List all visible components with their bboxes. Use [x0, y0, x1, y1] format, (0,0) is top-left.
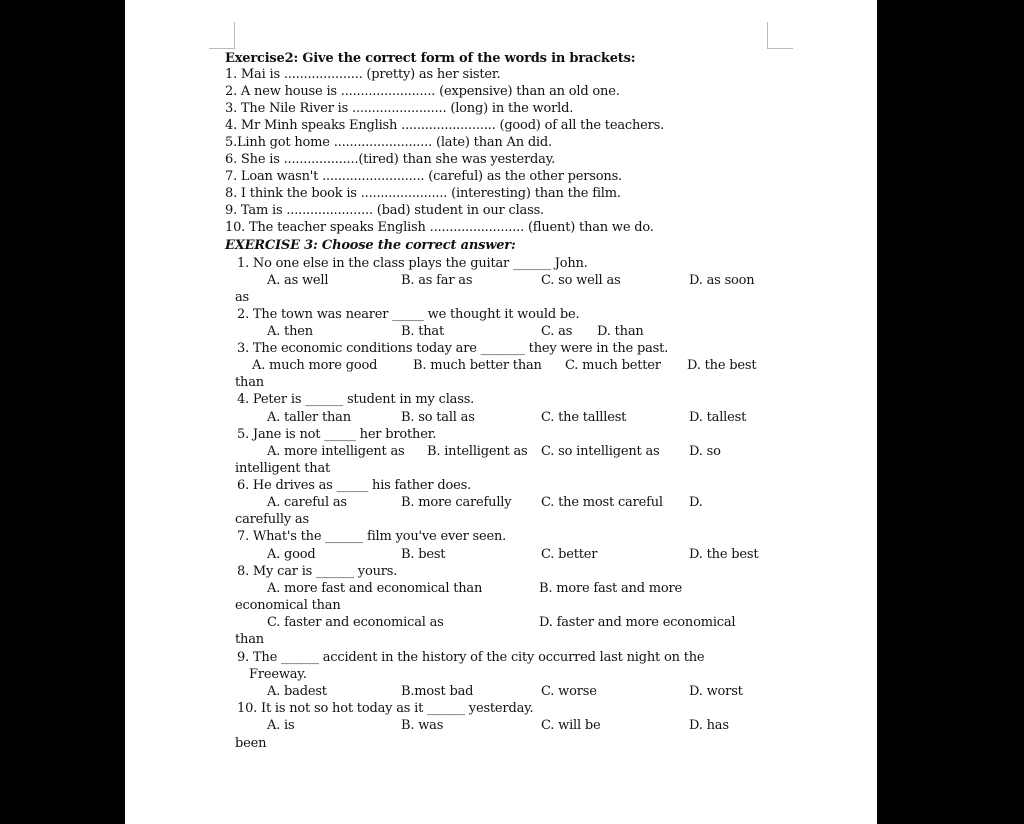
question-2: 2. The town was nearer _____ we thought it would be. — [237, 307, 580, 322]
option-a: A. much more good — [252, 358, 378, 373]
option-a: A. more fast and economical than — [267, 581, 483, 596]
exercise2-item: 5.Linh got home ......................... (late) than An did. — [225, 135, 552, 150]
option-b: B.most bad — [401, 684, 474, 699]
exercise2-item: 3. The Nile River is ........................ (long) in the world. — [225, 101, 574, 116]
question-7: 7. What's the ______ film you've ever seen. — [237, 529, 507, 544]
option-a: A. is — [267, 718, 295, 733]
option-d-wrap: been — [235, 736, 267, 751]
exercise2-item: 7. Loan wasn't .......................... (careful) as the other persons. — [225, 169, 622, 184]
crop-mark-top-right — [767, 48, 793, 49]
option-c: C. worse — [541, 684, 597, 699]
option-d: D. faster and more economical — [539, 615, 736, 630]
option-b: B. more carefully — [401, 495, 512, 510]
exercise3-title: EXERCISE 3: Choose the correct answer: — [225, 238, 516, 253]
option-d: D. has — [689, 718, 729, 733]
option-b: B. best — [401, 547, 446, 562]
option-c: C. better — [541, 547, 598, 562]
option-a: A. badest — [267, 684, 327, 699]
option-c: C. faster and economical as — [267, 615, 444, 630]
crop-mark-top-left-vertical — [234, 22, 235, 49]
option-a: A. then — [267, 324, 313, 339]
option-d: D. the best — [689, 547, 759, 562]
option-c: C. as — [541, 324, 573, 339]
option-d-wrap: than — [235, 375, 264, 390]
option-b: B. that — [401, 324, 444, 339]
option-b: B. more fast and more — [539, 581, 683, 596]
option-a: A. as well — [267, 273, 329, 288]
question-6: 6. He drives as _____ his father does. — [237, 478, 471, 493]
exercise2-item: 8. I think the book is ...................... (interesting) than the film. — [225, 186, 621, 201]
option-b: B. was — [401, 718, 444, 733]
question-1: 1. No one else in the class plays the guitar ______ John. — [237, 256, 588, 271]
question-4: 4. Peter is ______ student in my class. — [237, 392, 475, 407]
question-9-continued: Freeway. — [249, 667, 307, 682]
option-d-wrap: intelligent that — [235, 461, 331, 476]
option-a: A. careful as — [267, 495, 347, 510]
option-d: D. worst — [689, 684, 743, 699]
option-c: C. so intelligent as — [541, 444, 660, 459]
option-b: B. so tall as — [401, 410, 475, 425]
option-d: D. the best — [687, 358, 757, 373]
exercise2-item: 6. She is ...................(tired) than she was yesterday. — [225, 152, 556, 167]
option-d: D. as soon — [689, 273, 755, 288]
exercise2-item: 2. A new house is ........................ (expensive) than an old one. — [225, 84, 620, 99]
question-9: 9. The ______ accident in the history of the city occurred last night on the — [237, 650, 705, 665]
option-d-wrap: as — [235, 290, 250, 305]
option-c: C. so well as — [541, 273, 621, 288]
question-3: 3. The economic conditions today are _______ they were in the past. — [237, 341, 669, 356]
question-8: 8. My car is ______ yours. — [237, 564, 398, 579]
option-d: D. tallest — [689, 410, 747, 425]
exercise2-title: Exercise2: Give the correct form of the words in brackets: — [225, 51, 636, 66]
option-a: A. more intelligent as — [267, 444, 405, 459]
option-c: C. the most careful — [541, 495, 663, 510]
option-d-wrap: carefully as — [235, 512, 309, 527]
option-b: B. as far as — [401, 273, 473, 288]
exercise2-item: 10. The teacher speaks English ........................ (fluent) than we do. — [225, 220, 654, 235]
option-d: D. so — [689, 444, 721, 459]
option-b: B. much better than — [413, 358, 542, 373]
option-d: D. than — [597, 324, 644, 339]
crop-mark-top-left — [209, 48, 235, 49]
option-b-wrap: economical than — [235, 598, 341, 613]
option-b: B. intelligent as — [427, 444, 528, 459]
exercise2-item: 1. Mai is .................... (pretty) as her sister. — [225, 67, 501, 82]
exercise2-item: 4. Mr Minh speaks English ........................ (good) of all the teachers. — [225, 118, 665, 133]
exercise2-item: 9. Tam is ...................... (bad) student in our class. — [225, 203, 544, 218]
document-page — [125, 0, 877, 824]
option-a: A. taller than — [267, 410, 351, 425]
option-c: C. the talllest — [541, 410, 627, 425]
option-d: D. — [689, 495, 703, 510]
crop-mark-top-right-vertical — [767, 22, 768, 49]
option-c: C. much better — [565, 358, 661, 373]
option-a: A. good — [267, 547, 316, 562]
option-c: C. will be — [541, 718, 601, 733]
option-d-wrap: than — [235, 632, 264, 647]
question-10: 10. It is not so hot today as it ______ yesterday. — [237, 701, 534, 716]
question-5: 5. Jane is not _____ her brother. — [237, 427, 437, 442]
